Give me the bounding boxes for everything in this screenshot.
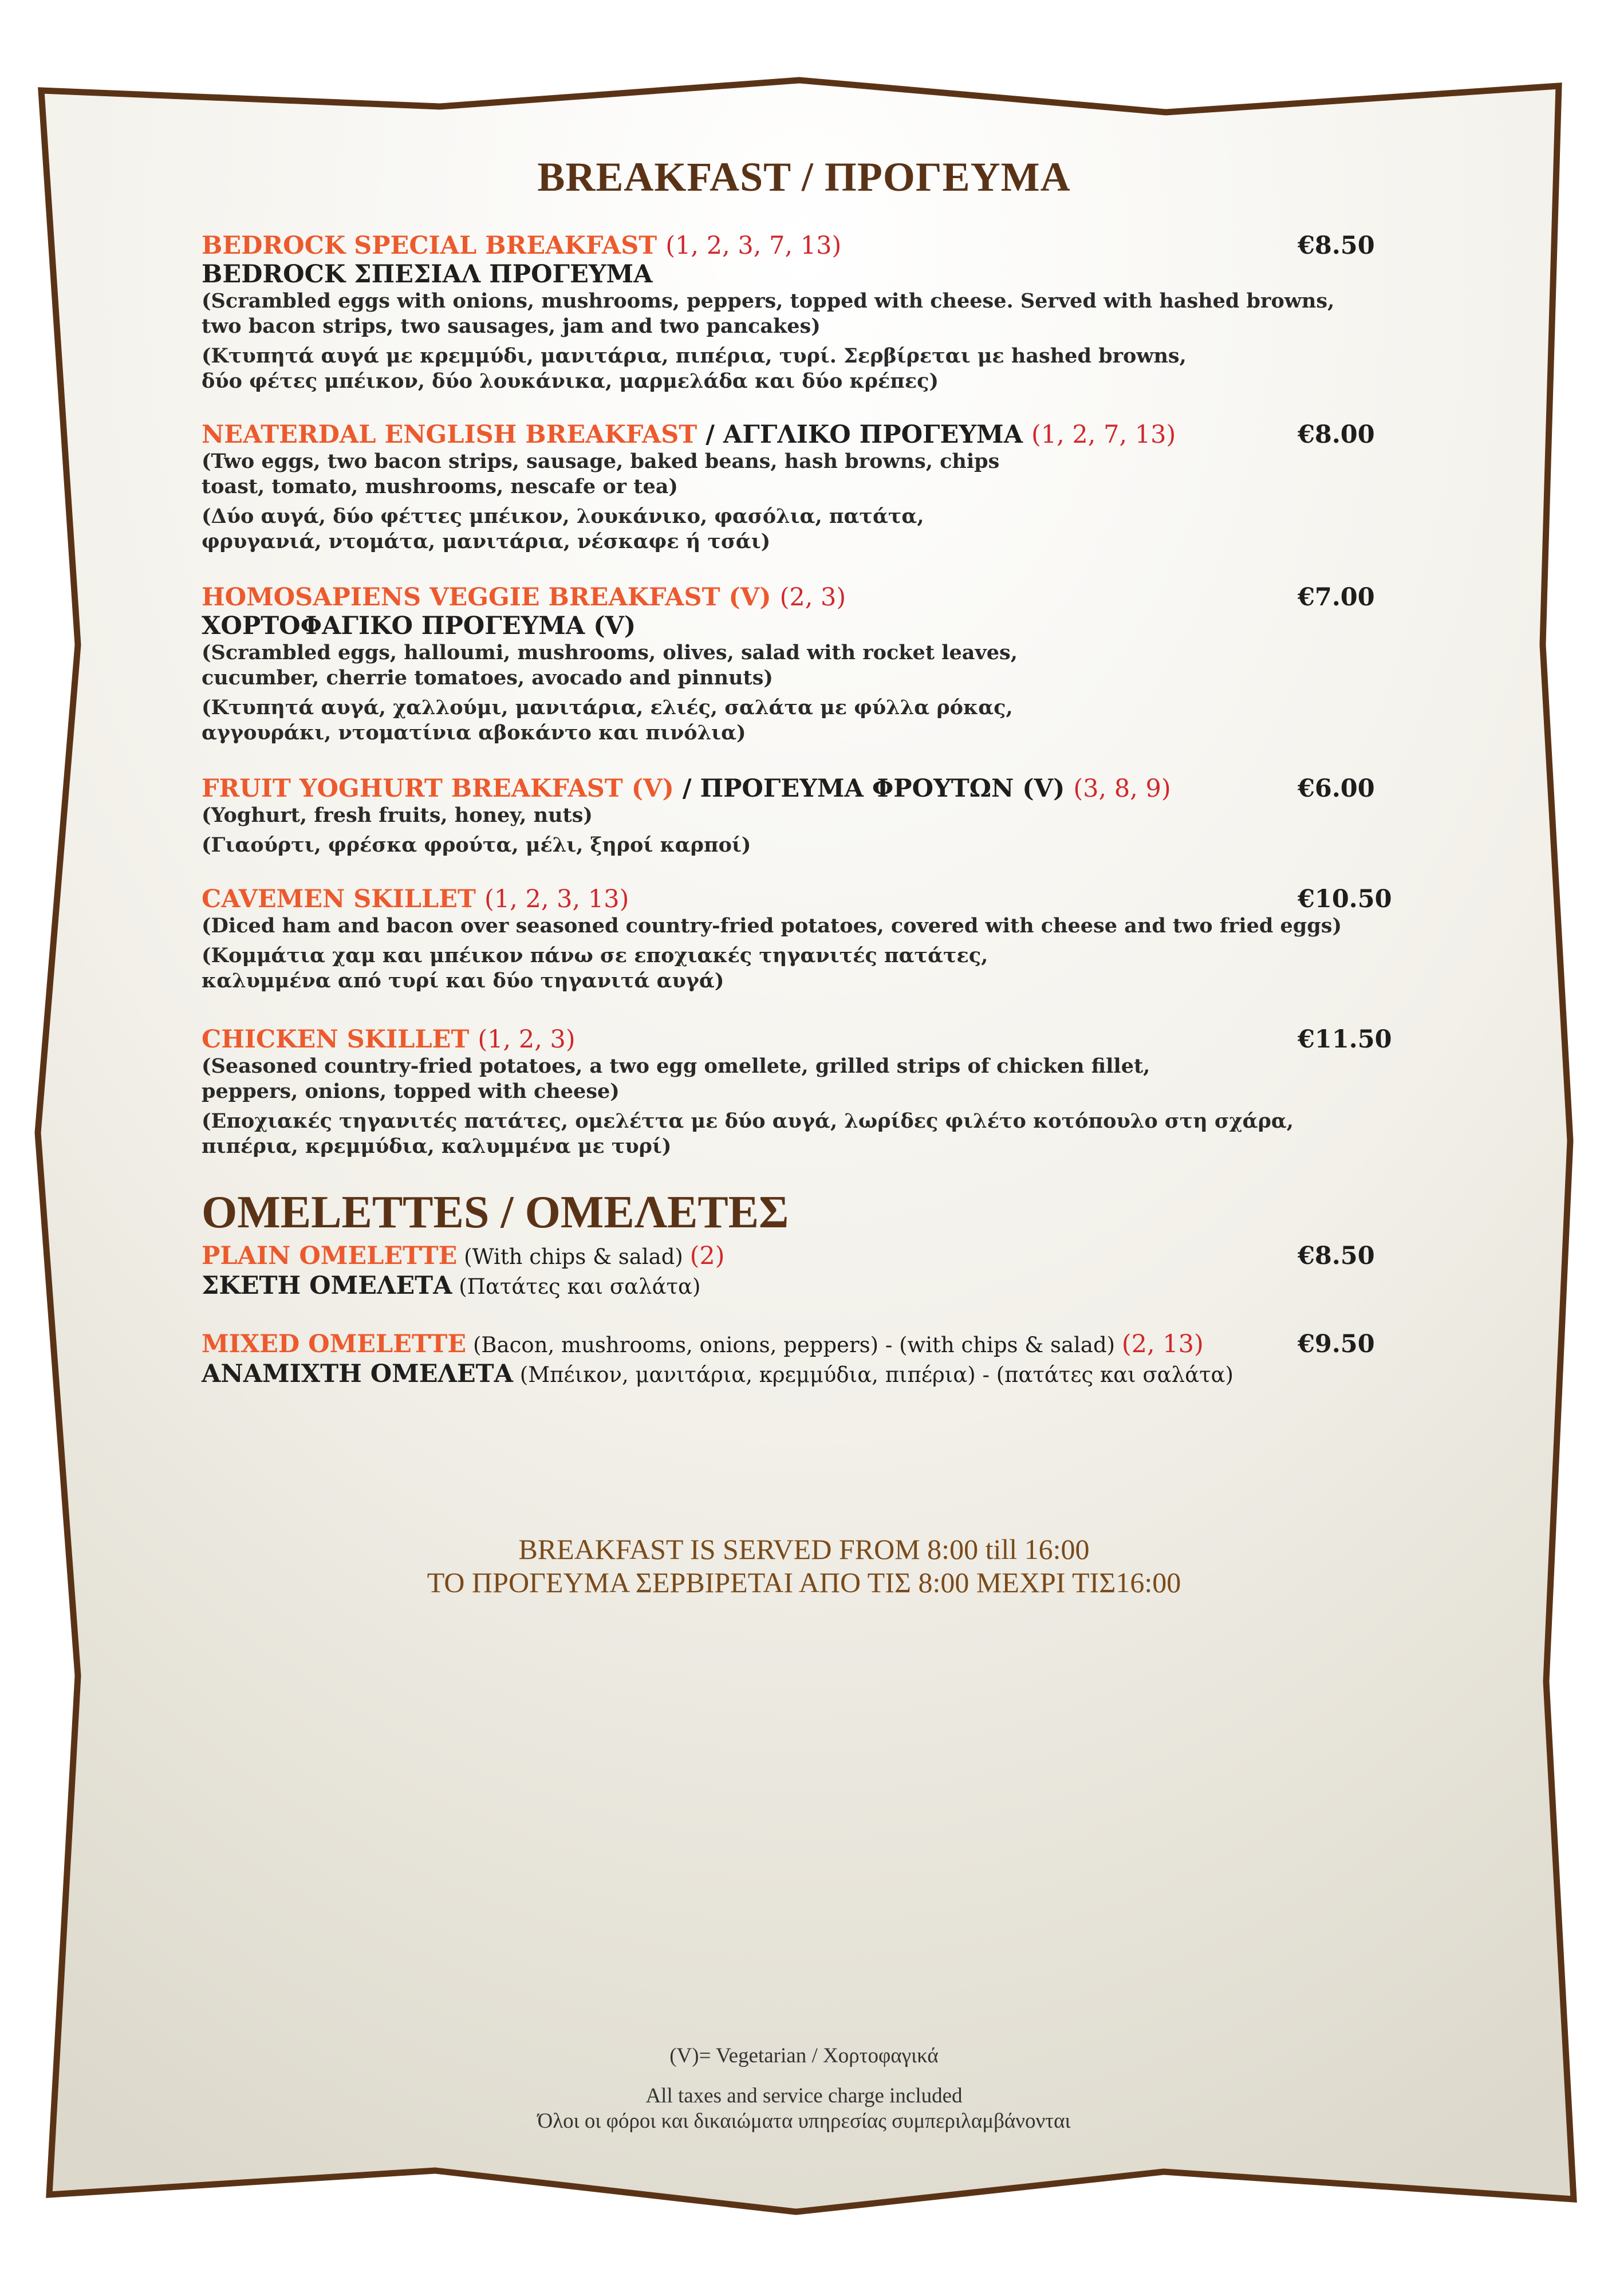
item-allergens: (2, 13) [1121, 1330, 1204, 1358]
menu-item-plain-omelette [202, 1242, 1376, 1301]
item-price: €11.50 [1298, 1025, 1392, 1054]
item-allergens: (1, 2, 3) [478, 1025, 576, 1054]
item-name-en: MIXED OMELETTE [202, 1330, 467, 1358]
item-price: €8.50 [1298, 231, 1375, 260]
menu-item-bedrock [202, 231, 1376, 394]
item-name-en: FRUIT YOGHURT BREAKFAST (V) [202, 774, 674, 803]
item-price: €8.50 [1298, 1242, 1375, 1270]
item-desc-gr: φρυγανιά, ντομάτα, μανιτάρια, νέσκαφε ή τσάι) [202, 530, 771, 553]
item-price: €7.00 [1298, 583, 1375, 612]
item-desc-gr: δύο φέτες μπέικον, δύο λουκάνικα, μαρμελάδα και δύο κρέπες) [202, 369, 939, 393]
item-allergens: (2) [689, 1242, 725, 1270]
item-name-en: BEDROCK SPECIAL BREAKFAST [202, 231, 657, 260]
item-allergens: (1, 2, 7, 13) [1031, 420, 1176, 449]
item-subtitle-en: (Bacon, mushrooms, onions, peppers) - (with chips & salad) [466, 1333, 1122, 1357]
item-desc-gr: (Εποχιακές τηγανιτές πατάτες, ομελέττα με δύο αυγά, λωρίδες φιλέτο κοτόπουλο στη σχάρα, [202, 1109, 1294, 1133]
item-allergens: (1, 2, 3, 13) [484, 885, 629, 913]
item-price: €10.50 [1298, 885, 1392, 913]
item-name-en: CAVEMEN SKILLET [202, 885, 476, 913]
taxes-note-en: All taxes and service charge included [645, 2084, 963, 2108]
item-desc-gr: (Κτυπητά αυγά με κρεμμύδι, μανιτάρια, πιπέρια, τυρί. Σερβίρεται με hashed browns, [202, 344, 1187, 368]
item-desc-en: two bacon strips, two sausages, jam and two pancakes) [202, 314, 821, 338]
item-subtitle-en: (With chips & salad) [457, 1245, 690, 1269]
item-name-gr: / ΑΓΓΛΙΚΟ ΠΡΟΓΕΥΜΑ [697, 420, 1031, 449]
section-title-omelettes: OMELETTES / ΟΜΕΛΕΤΕΣ [202, 1187, 789, 1238]
item-desc-en: cucumber, cherrie tomatoes, avocado and pinnuts) [202, 666, 773, 690]
page-title: BREAKFAST / ΠΡΟΓΕΥΜΑ [537, 154, 1071, 200]
item-name-gr: ΧΟΡΤΟΦΑΓΙΚΟ ΠΡΟΓΕΥΜΑ (V) [202, 612, 636, 640]
item-name-en: HOMOSAPIENS VEGGIE BREAKFAST (V) [202, 583, 771, 612]
item-name-gr: ΑΝΑΜΙΧΤΗ ΟΜΕΛΕΤΑ [202, 1360, 514, 1388]
menu-item-neaterdal [202, 420, 1376, 554]
item-desc-gr: (Γιαούρτι, φρέσκα φρούτα, μέλι, ξηροί καρποί) [202, 833, 751, 857]
vegetarian-legend: (V)= Vegetarian / Χορτοφαγικά [669, 2044, 939, 2067]
item-name-gr: BEDROCK ΣΠΕΣΙΑΛ ΠΡΟΓΕΥΜΑ [202, 260, 653, 289]
item-name-en: CHICKEN SKILLET [202, 1025, 470, 1054]
item-desc-en: (Seasoned country-fried potatoes, a two egg omellete, grilled strips of chicken fillet, [202, 1054, 1150, 1078]
item-desc-gr: καλυμμένα από τυρί και δύο τηγανιτά αυγά) [202, 969, 724, 993]
menu-item-mixed-omelette [202, 1330, 1376, 1389]
serving-hours-en: BREAKFAST IS SERVED FROM 8:00 till 16:00 [518, 1533, 1090, 1565]
item-price: €6.00 [1298, 774, 1375, 803]
item-desc-en: (Scrambled eggs with onions, mushrooms, peppers, topped with cheese. Served with hashed browns, [202, 289, 1335, 313]
item-name-gr: ΣΚΕΤΗ ΟΜΕΛΕΤΑ [202, 1271, 452, 1300]
item-name-en: NEATERDAL ENGLISH BREAKFAST [202, 420, 697, 449]
menu-item-chicken-skillet [202, 1025, 1376, 1159]
item-desc-en: peppers, onions, topped with cheese) [202, 1080, 620, 1103]
serving-hours-gr: ΤΟ ΠΡΟΓΕΥΜΑ ΣΕΡΒΙΡΕΤΑΙ ΑΠΟ ΤΙΣ 8:00 ΜΕΧΡΙ ΤΙΣ16:00 [427, 1566, 1181, 1598]
item-desc-en: (Two eggs, two bacon strips, sausage, baked beans, hash browns, chips [202, 450, 1000, 473]
menu-item-homosapiens [202, 583, 1376, 746]
item-desc-en: (Scrambled eggs, halloumi, mushrooms, olives, salad with rocket leaves, [202, 641, 1018, 664]
item-price: €8.00 [1298, 420, 1375, 449]
item-allergens: (2, 3) [779, 583, 846, 612]
item-desc-gr: αγγουράκι, ντοματίνια αβοκάντο και πινόλια) [202, 721, 746, 745]
item-subtitle-gr: (Πατάτες και σαλάτα) [452, 1274, 701, 1299]
item-desc-gr: (Κομμάτια χαμ και μπέικον πάνω σε εποχιακές τηγανιτές πατάτες, [202, 944, 988, 967]
menu-item-fruit-yoghurt [202, 774, 1376, 858]
item-name-gr: / ΠΡΟΓΕΥΜΑ ΦΡΟΥΤΩΝ (V) [673, 774, 1074, 803]
item-subtitle-gr: (Μπέικον, μανιτάρια, κρεμμύδια, πιπέρια) - (πατάτες και σαλάτα) [513, 1362, 1233, 1387]
item-desc-en: (Diced ham and bacon over seasoned country-fried potatoes, covered with cheese and two fried eggs) [202, 914, 1342, 938]
taxes-note-gr: Όλοι οι φόροι και δικαιώματα υπηρεσίας συμπεριλαμβάνονται [537, 2109, 1071, 2133]
menu-item-cavemen-skillet [202, 885, 1376, 994]
item-desc-gr: (Δύο αυγά, δύο φέττες μπέικον, λουκάνικο, φασόλια, πατάτα, [202, 505, 924, 528]
item-desc-gr: (Κτυπητά αυγά, χαλλούμι, μανιτάρια, ελιές, σαλάτα με φύλλα ρόκας, [202, 696, 1013, 719]
item-desc-gr: πιπέρια, κρεμμύδια, καλυμμένα με τυρί) [202, 1135, 672, 1158]
item-desc-en: toast, tomato, mushrooms, nescafe or tea) [202, 475, 678, 498]
item-name-en: PLAIN OMELETTE [202, 1242, 458, 1270]
item-desc-en: (Yoghurt, fresh fruits, honey, nuts) [202, 804, 593, 827]
item-allergens: (1, 2, 3, 7, 13) [665, 231, 842, 260]
item-price: €9.50 [1298, 1330, 1375, 1358]
item-allergens: (3, 8, 9) [1073, 774, 1171, 803]
